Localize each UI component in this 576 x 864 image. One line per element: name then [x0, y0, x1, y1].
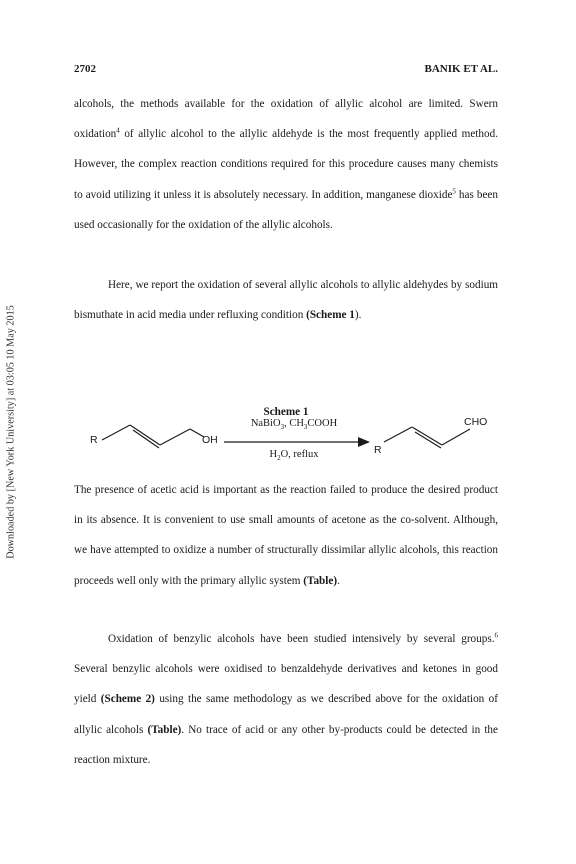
paragraph-2-text-a: Here, we report the oxidation of several allylic alcohols to allylic aldehydes by sodium bismuthate in acid media under refluxing condition — [74, 279, 498, 322]
reference-6: 6 — [494, 631, 498, 640]
paragraph-1-text-b: of allylic alcohol to the allylic aldehyde is the most frequently applied method. However, the complex reaction conditions required for this procedure causes many chemists to avoid utilizing it unless it is absolutely necessary. In addition, manganese dioxide — [74, 128, 498, 201]
reagent-below-arrow — [226, 449, 362, 463]
reagent-top-text-c: COOH — [307, 418, 338, 429]
arrow-head — [358, 437, 370, 447]
reactant-structure — [102, 425, 204, 448]
paragraph-1-text-a: alcohols, the methods available for the oxidation of allylic alcohol are limited. Swern oxidation — [74, 98, 498, 141]
paragraph-1-text-c: has been used occasionally for the oxidation of the allylic alcohols. — [74, 188, 498, 231]
paragraph-3-text-a: The presence of acetic acid is important as the reaction failed to produce the desired product in its absence. It is convenient to use small amounts of acetone as the co-solvent. Although, we have attempted to oxidize a number of structurally dissimilar allylic alcohols, this reaction proceeds well only with the primary allylic system — [74, 484, 498, 587]
download-note: Downloaded by [New York University] at 03:05 10 May 2015 — [5, 305, 17, 559]
running-head: BANIK ET AL. — [424, 63, 498, 75]
scheme-1-reference: (Scheme 1 — [306, 309, 355, 322]
paragraph-4-text-d: . No trace of acid or any other by-products could be detected in the reaction mixture. — [74, 723, 498, 766]
download-watermark — [2, 252, 20, 612]
table-reference-2: (Table) — [147, 723, 182, 736]
paragraph-3-text-b: . — [337, 574, 340, 587]
reagent-top-text-b: , CH — [284, 418, 304, 429]
page-number: 2702 — [74, 63, 96, 75]
paragraph-4 — [74, 624, 498, 775]
scheme-title: Scheme 1 — [263, 406, 309, 418]
reference-4: 4 — [116, 126, 120, 135]
reagent-top-subscript-2: 3 — [303, 423, 308, 432]
reagent-above-arrow — [226, 418, 362, 432]
reactant-r-group: R — [90, 434, 98, 446]
product-aldehyde: CHO — [464, 416, 488, 428]
paragraph-2-text-b: ). — [354, 309, 362, 322]
paragraph-4-text-a: Oxidation of benzylic alcohols have been studied intensively by several groups. — [108, 633, 495, 645]
scheme-2-reference: (Scheme 2) — [100, 693, 155, 706]
product-structure — [384, 427, 470, 448]
table-reference: (Table) — [303, 574, 338, 587]
reagent-bottom-text-b: O, reflux — [280, 449, 319, 460]
reagent-top-subscript-1: 3 — [280, 423, 285, 432]
reagent-bottom-subscript: 2 — [277, 454, 281, 463]
reaction-scheme — [74, 416, 498, 482]
paragraph-4-text-b: Several benzylic alcohols were oxidised to benzaldehyde derivatives and ketones in good yield — [74, 663, 498, 706]
reagent-top-text-a: NaBiO — [250, 418, 281, 429]
reagent-bottom-text-a: H — [269, 449, 278, 460]
paragraph-4-text-c: using the same methodology as we described above for the oxidation of allylic alcohols — [74, 693, 498, 736]
paragraph-3 — [74, 475, 498, 596]
reactant-hydroxyl: OH — [202, 434, 218, 446]
paragraph-1 — [74, 89, 498, 240]
paragraph-2 — [74, 270, 498, 330]
reference-5: 5 — [452, 186, 456, 195]
product-r-group: R — [374, 444, 382, 456]
